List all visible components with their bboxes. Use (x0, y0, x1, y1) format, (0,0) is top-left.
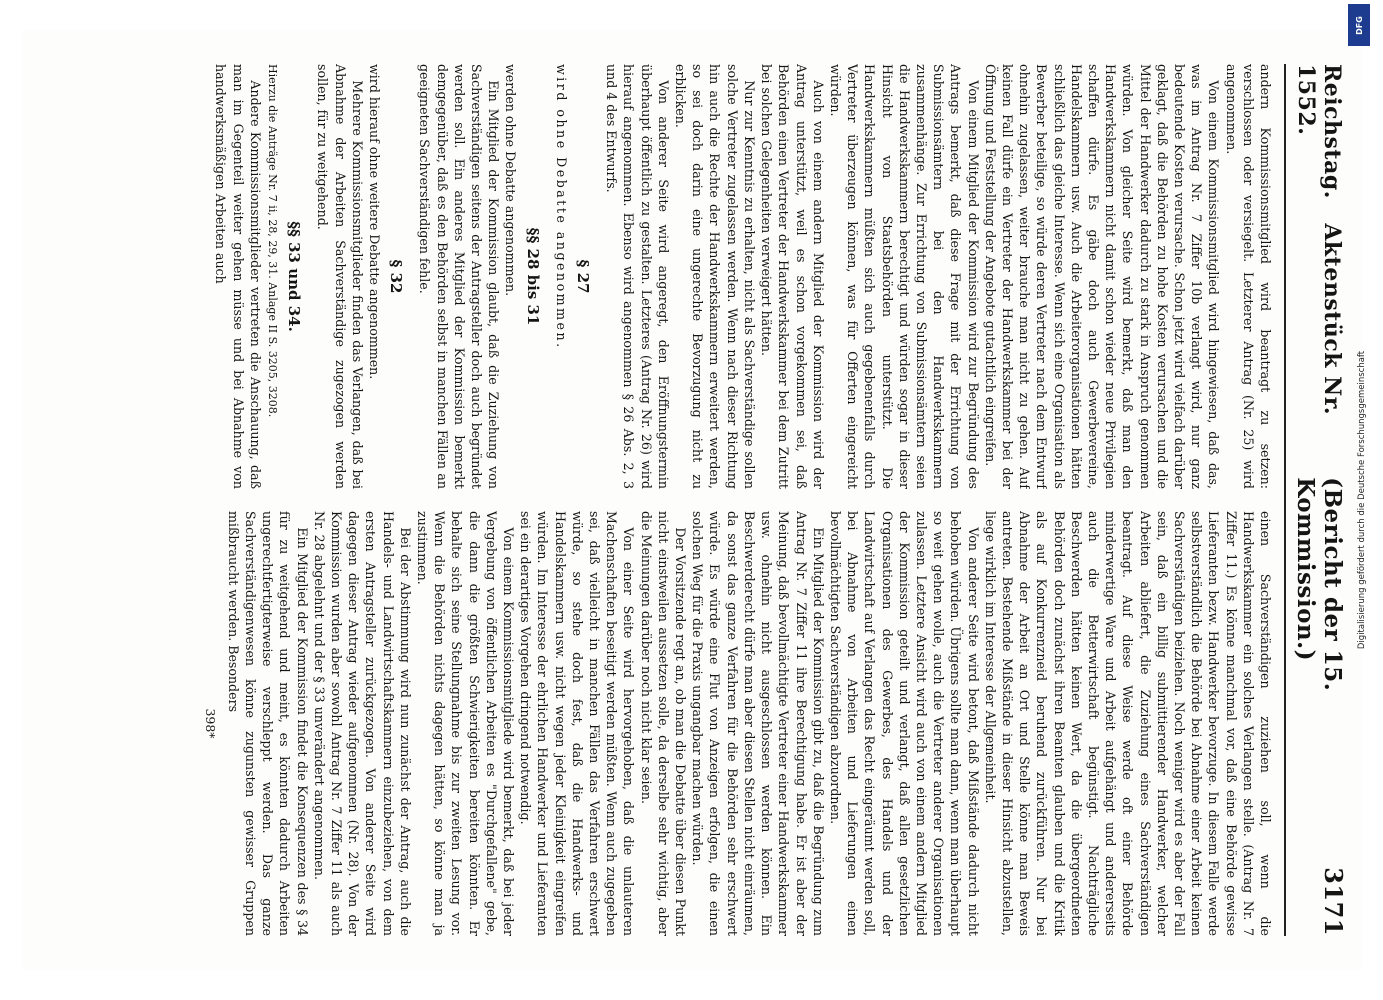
digitization-notice (1342, 0, 1382, 1000)
paragraph: Ein Mitglied der Kommission glaubt, daß die Zuziehung von Sachverständigen seitens der Antragsteller doch auch begründet werden soll. Ein anderes Mitglied der Kommission bemerkt demgegenüber, daß es den Behörden selbst in manchen Fällen an geeigneten Sachverständigen fehle. (416, 64, 501, 489)
paragraph: Bei der Abstimmung wird nun zunächst der Antrag, auch die Handels- und Landwirtschaftskammern einzubeziehen, von dem ersten Antragsteller zurückgezogen. Von anderer Seite wird dagegen dieser Antrag wieder aufgenommen (Nr. 28). Von der Kommission wurden aber sowohl Antrag Nr. 7 Ziffer 11 als auch Nr. 28 abgelehnt und der § 33 unverändert angenommen. (311, 511, 413, 936)
paragraph: einen Sachverständigen zuziehen soll, wenn die Handwerkskammer ein solches Verlangen stelle. (Antrag Nr. 7 Ziffer 11.) Es könne manchmal vor, daß eine Behörde gewisse Lieferanten bezw. Handwerker bevorzuge. In diesem Falle werde selbstverständlich die Behörde bei Abnahme einer Arbeit keinen Sachverständigen beiziehen. Noch weniger wird es aber der Fall sein, daß ein billig submittierender Handwerker, welcher Arbeiten abliefert, die Zuziehung eines Sachverständigen beantragt. Auf diese Weise werde oft einer Behörde minderwertige Ware und Arbeit aufgehängt und andererseits auch die Betterwirtschaft begünstigt. Nachträgliche Beschwerden hätten keinen Wert, da die übergeordneten Behörden doch zunächst ihren Beamten glauben und die Kritik als auf Konkurrenzneid beruhend zurückführen. Nur bei Abnahme der Arbeit an Ort und Stelle könne man Beweis antreten. Bestehende Mißstände in dieser Hinsicht abzustellen, liege wirklich im Interesse der Allgemeinheit. (982, 511, 1273, 936)
paragraph: Von einem Kommissionsmitgliede wird bemerkt, daß bei jeder Vergebung von öffentlichen Arbeiten es "Durchgefallene" gebe, die dann die größten Schwierigkeiten bereiten könnten. Er behalte sich seine Stellungnahme bis zur zweiten Lesung vor. Wenn die Behörden nichts dagegen hätten, so könne man ja zustimmen. (414, 511, 516, 936)
paragraph: Von einem Mitglied der Kommission wird zur Begründung des Antrags bemerkt, daß diese Frage mit der Errichtung von Submissionsämtern bei den Handwerkskammern zusammenhänge. Zur Errichtung von Submissionsämtern seien die Handwerkskammern berechtigt und würden sogar in dieser Hinsicht von Staatsbehörden unterstützt. Die Handwerkskammern müßten sich auch gegebenenfalls durch Vertreter überzeugen können, was für Offerten eingereicht würden. (827, 64, 981, 489)
paragraph: Mehrere Kommissionsmitglieder finden das Verlangen, daß bei Abnahme der Arbeiten Sachverständige zugezogen werden sollen, für zu weitgehend. (314, 64, 365, 489)
paragraph: wird ohne Debatte angenommen. (553, 64, 569, 350)
paragraph: Von anderer Seite wird betont, daß Mißstände dadurch nicht behoben würden. Übrigens sollte man dann, wenn man überhaupt so weit gehen wolle, auch die Vertreter anderer Organisationen zulassen. Letztere Ansicht wird auch von einem andern Mitglied der Kommission geteilt und verlangt, daß allen gesetzlichen Organisationen des Gewerbes, des Handels und der Landwirtschaft auf Verlangen das Recht eingeräumt werden soll, bei Abnahme von Arbeiten und Lieferungen einen bevollmächtigten Sachverständigen abzuordnen. (827, 511, 981, 936)
sheet-signature: 398* (202, 708, 218, 739)
reference-note: Hierzu die Anträge Nr. 7 ii, 28, 29, 31. Anlage II S. 3205, 3208. (265, 64, 279, 418)
digitization-notice-text: Digitalisierung gefördert durch die Deutsche Forschungsgemeinschaft (1357, 350, 1367, 650)
document-page (22, 30, 1362, 970)
header-report-title: (Bericht der 15. Kommission.) (1291, 477, 1346, 692)
section-heading: § 32 (386, 259, 405, 294)
dfg-logo (1348, 4, 1370, 46)
paragraph: Von einem Kommissionsmitglied wird hingewiesen, daß das, was im Antrag Nr. 7 Ziffer 10b verlangt wird, nur ganz bedeutende Kosten verursache. Schon jetzt wird vielfach darüber geklagt, daß die Behörden zu hohe Kosten verursachen und die Mittel der Handwerker dadurch zu stark in Anspruch genommen würden. Von gleicher Seite wird bemerkt, daß man den Handwerkskammern nicht damit schon wieder neue Privilegien schaffen dürfe. Es gäbe doch auch Gewerbevereine, Handelskammern usw. Auch die Arbeiterorganisationen hätten schließlich das gleiche Interesse. Wenn sich eine Organisation als Bewerber beteilige, so würde deren Vertreter nach dem Entwurf ohnehin zugelassen, weiter brauche man nicht zu gehen. Auf keinen Fall dürfe ein Vertreter der Handwerkskammer bei der Öffnung und Feststellung der Angebote gutachtlich eingreifen. (982, 64, 1221, 489)
paragraph: Ein Mitglied der Kommission gibt zu, daß die Begründung zum Antrag Nr. 7 Ziffer 11 ihre Berechtigung habe. Er ist aber der Meinung, daß bevollmächtigte Vertreter einer Handwerkskammer usw. ohnehin nicht ausgeschlossen werden können. Ein Beschwerderecht dürfe man aber diesen Stellen nicht einräumen, da sonst das ganze Verfahren für die Behörden sehr erschwert würde. Es würde eine Flut von Anzeigen erfolgen, die einen solchen Weg für die Praxis ungangbar machen würden. (689, 511, 826, 936)
page-number: 3171 (1318, 867, 1348, 936)
section-heading: §§ 33 und 34. (284, 221, 303, 332)
paragraph: Auch von einem andern Mitglied der Kommission wird der Antrag unterstützt, weil es schon vorgekommen sei, daß Behörden einen Vertreter der Handwerkskammer bei dem Zutritt bei solchen Gelegenheiten verweigert hätten. (758, 64, 826, 489)
header-document-number: Aktenstück Nr. 1552. (1292, 64, 1345, 416)
paragraph: Andere Kommissionsmitglieder vertreten die Anschauung, daß man im Gegenteil weiter gehen müsse und bei Abnahme von handwerksmäßigen Arbeiten auch (212, 64, 263, 489)
paragraph: andern Kommissionsmitglied wird beantragt zu setzen: verschlossen oder versiegelt. Letzterer Antrag (Nr. 25) wird angenommen. (1223, 64, 1273, 489)
section-heading: § 27 (573, 259, 592, 294)
paragraph: werden ohne Debatte angenommen. (502, 64, 518, 297)
dfg-logo-text: DFG (1354, 15, 1364, 35)
paragraph: Von einer Seite wird hervorgehoben, daß die unlauteren Machenschaften beseitigt werden müßten. Wenn auch zugegeben sei, daß vielleicht in manchen Fällen das Verfahren erschwert würde, so stehe doch fest, daß die Handwerks- und Handelskammern usw. nicht wegen jeder Kleinigkeit eingreifen würden. Im Interesse der ehrlichen Handwerker und Lieferanten sei ein derartiges Vorgehen dringend notwendig. (517, 511, 636, 936)
paragraph: wird hierauf ohne weitere Debatte angenommen. (366, 64, 382, 380)
paragraph: Nur zur Kenntnis zu erhalten, nicht als Sachverständige sollen solche Vertreter zugelassen werden. Wenn nach dieser Richtung hin auch die Rechte der Handwerkskammern erweitert werden, so sei doch darin eine ungerechte Bevorzugung nicht zu erblicken. (672, 64, 757, 489)
page-header (1284, 64, 1348, 936)
right-column (24, 511, 1274, 936)
paragraph: Ein Mitglied der Kommission findet die Konsequenzen des § 34 für zu weitgehend und meint, es könnten dadurch Arbeiten ungerechtfertigterweise verschleppt werden. Das ganze Sachverständigenwesen könne zugunsten gewisser Gruppen mißbraucht werden. Besonders (225, 511, 310, 936)
header-left (1293, 64, 1345, 477)
text-columns (24, 64, 1274, 936)
section-heading: §§ 28 bis 31 (523, 227, 542, 326)
header-institution: Reichstag. (1318, 64, 1345, 199)
paragraph: Von anderer Seite wird angeregt, den Eröffnungstermin überhaupt öffentlich zu gestalten. Letzteres (Antrag Nr. 26) wird hierauf angenommen. Ebenso wird angenommen § 26 Abs. 2, 3 und 4 des Entwurfs. (603, 64, 671, 489)
paragraph: Der Vorsitzende regt an, ob man die Debatte über diesen Punkt nicht einstweilen aussetzen solle, da derselbe sehr wichtig, aber die Meinungen darüber noch nicht klar seien. (638, 511, 688, 936)
left-column (24, 64, 1274, 489)
